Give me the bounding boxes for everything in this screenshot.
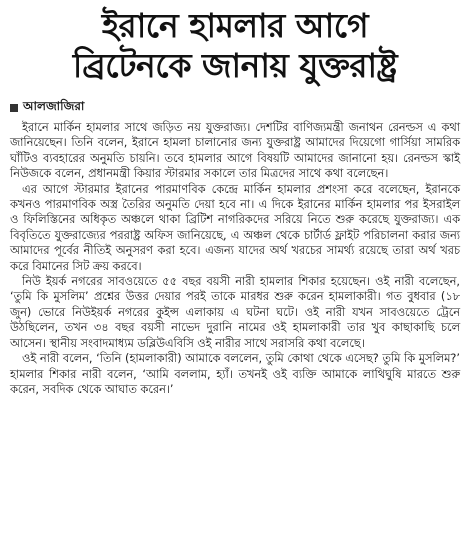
paragraph: এর আগে স্টারমার ইরানের পারমাণবিক কেন্দ্রে মার্কিন হামলার প্রশংসা করে বলেছেন, ইরানকে কখনও পারমাণবিক অস্ত্র তৈরির অনুমতি দেয়া হবে না। এ দিকে ইরানের মার্কিন হামলার পর ইসরাইল ও ফিলিস্তিনের অধিকৃত অঞ্চলে থাকা ব্রিটিশ নাগরিকদের সরিয়ে নিতে শুরু করেছে যুক্তরাজ্য। এক বিবৃতিতে যুক্তরাজ্যের পররাষ্ট্র অফিস জানিয়েছে, এ অঞ্চল থেকে চার্টার্ড ফ্লাইট পরিচালনা করার জন্য আমাদের পূর্বের নীতিই অনুসরণ করা হবে। এজন্য যাদের অর্থ খরচের সামর্থ্য রয়েছে তারা অর্থ খরচ করে বিমানের সিট ক্রয় করবে। [10, 182, 460, 273]
byline [10, 98, 460, 118]
article-body [10, 120, 460, 397]
source-label: আলজাজিরা [23, 99, 85, 113]
headline-line-1: ইরানে হামলার আগে [101, 6, 369, 45]
paragraph: ইরানে মার্কিন হামলার সাথে জড়িত নয় যুক্তরাজ্য। দেশটির বাণিজ্যমন্ত্রী জনাথন রেনল্ডস এ কথা জানিয়েছেন। তিনি বলেন, ইরানে হামলা চালানোর জন্য যুক্তরাষ্ট্র আমাদের দিয়েগো গার্সিয়া সামরিক ঘাঁটিও ব্যবহারের অনুমতি চায়নি। তবে হামলার আগে বিষয়টি আমাদের জানানো হয়। রেনল্ডস স্কাই নিউজকে বলেন, প্রধানমন্ত্রী কিয়ার স্টারমার সকালে তার মিত্রদের সাথে কথা বলেছেন। [10, 121, 460, 181]
headline [10, 6, 460, 86]
square-bullet-icon [10, 104, 18, 112]
headline-line-2: ব্রিটেনকে জানায় যুক্তরাষ্ট্র [72, 46, 398, 85]
paragraph: নিউ ইয়র্ক নগরের সাবওয়েতে ৫৫ বছর বয়সী নারী হামলার শিকার হয়েছেন। ওই নারী বলেছেন, ‘তুমি কি মুসলিম’ প্রশ্নের উত্তর দেয়ার পরই তাকে মারধর শুরু করেন হামলাকারী। গত বুধবার (১৮ জুন) ভোরে নিউইয়র্ক নগরের কুইন্স এলাকায় এ ঘটনা ঘটে। ওই নারী যখন সাবওয়েতে ট্রেনে উঠছিলেন, তখন ৩৪ বছর বয়সী নাভেদ দুরানি নামের ওই হামলাকারী তার খুব কাছাকাছি চলে আসেন। স্থানীয় সংবাদমাধ্যম ডব্লিউএবিসি ওই নারীর সাথে সরাসরি কথা বলেছে। [10, 275, 460, 350]
paragraph: ওই নারী বলেন, ‘তিনি (হামলাকারী) আমাকে বললেন, তুমি কোথা থেকে এসেছ? তুমি কি মুসলিম?’ হামলার শিকার নারী বলেন, ‘আমি বললাম, হ্যাঁ। তখনই ওই ব্যক্তি আমাকে লাথিঘুষি মারতে শুরু করেন, সবদিক থেকে আঘাত করেন।’ [10, 352, 460, 396]
